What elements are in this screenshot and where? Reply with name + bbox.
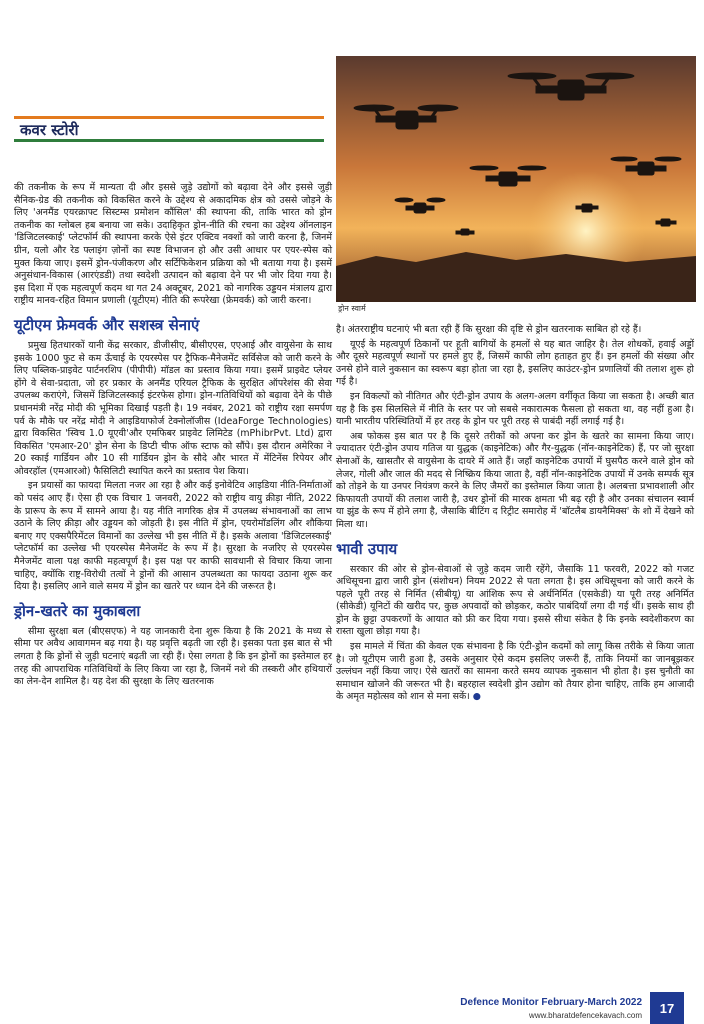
heading-utm-framework: यूटीएम फ्रेमवर्क और सशस्त्र सेनाएं — [14, 315, 200, 334]
right-paragraph-3: इन विकल्पों को नीतिगत और एंटी-ड्रोन उपाय के अलग-अलग वर्गीकृत किया जा सकता है। अच्छी बात यह है कि इस सिलसिले में नीति के स्तर पर जो सबसे नकारात्मक फैसला हो सकता था, वह नहीं हुआ है। यानी भारतीय परिस्थितियों में हर तरह के ड्रोन पर पूरी तरह से पाबंदी नहीं लगाई गई है। — [336, 390, 694, 428]
right-paragraph-2: यूएई के महत्वपूर्ण ठिकानों पर हूती बागियों के हमलों से यह बात जाहिर है। तेल शोधकों, हवाई अड्डों और दूसरे महत्वपूर्ण स्थानों पर हमले हुए हैं, जिसमें काफी लोग हताहत हुए हैं। इन हमलों की संख्या और उनसे होने वाले नुकसान का स्वरूप बड़ा होता जा रहा है, इसलिए काउंटर-ड्रोन प्रणालियों की तलाश शुरू हो गई है। — [336, 338, 694, 388]
heading-drone-threat: ड्रोन-खतरे का मुकाबला — [14, 601, 141, 620]
left-paragraph-3: इन प्रयासों का फायदा मिलता नजर आ रहा है और कई इनोवेटिव आइडिया नीति-निर्माताओं को पसंद आए हैं। ऐसा ही एक विचार 1 जनवरी, 2022 को राष्ट्रीय वायु क्रीड़ा नीति, 2022 के प्रारूप के रूप में सामने आया है। यह नीति नागरिक क्षेत्र में उपलब्ध संभावनाओं का लाभ उठाने के लिए क्रीड़ा और उड्डयन को जोड़ती है। इस नीति में ड्रोन, एयरोमॉडलिंग और शौकिया बनाए गए एक्सपैरिमेंटल विमानों का उल्लेख भी इस नीति में है। इसके अलावा 'डिजिटलस्काई' प्लेटफॉर्म का उल्लेख भी एयरस्पेस मैनेजमेंट के रूप में है। सुरक्षा के नजरिए से एयरस्पेस मैनेजमेंट वाला पक्ष काफी महत्वपूर्ण है। इस पक्ष पर काफी सावधानी से विचार किया जाना चाहिए, क्योंकि राष्ट्र-विरोधी तत्वों ने ड्रोनों की आसान उपलब्धता का फायदा उठाना शुरू कर दिया है। इसलिए आने वाले समय में ड्रोन का खतरे पर ध्यान देने की जरूरत है। — [14, 480, 332, 593]
footer-magazine: Defence Monitor February-March 2022 — [460, 997, 642, 1008]
page-number: 17 — [650, 992, 684, 1024]
left-paragraph-2: प्रमुख हितधारकों यानी केंद्र सरकार, डीजीसीए, बीसीएएस, एएआई और वायुसेना के साथ इसके 1000 फुट से कम ऊँचाई के एयरस्पेस पर ट्रैफिक-मैनेजमेंट सर्विसेज को जारी करने के लिए पब्लिक-प्राइवेट पार्टनरशिप (पीपीपी) मॉडल का प्रस्ताव किया गया। इसमें प्राइवेट प्लेयर होंगे वे सेवा-प्रदाता, जो हर प्रकार के अनमैंड एरियल ट्रैफिक के सुरक्षित ऑपरेशंस की सेवा उपलब्ध कराएंगे, जिसमें डिजिटलस्काई इंटरफेस होगा। ड्रोन-गतिविधियों को बढ़ावा देने के पीछे प्रधानमंत्री नरेंद्र मोदी की भूमिका दिखाई पड़ती है। 19 नवंबर, 2021 को राष्ट्रीय रक्षा समर्पण पर्व के मौके पर नरेंद्र मोदी ने आइडियाफोर्ज टेक्नोलॉजीस (IdeaForge Technologies) द्वारा विकसित 'स्विच 1.0 यूएवी'और एमफिबर प्राइवेट लिमिटेड (mPhibrPvt. Ltd) द्वारा विकसित 'एमआर-20' ड्रोन सेना के डिप्टी चीफ ऑफ स्टाफ को सौंपे। इस दौरान अमेरिका ने 20 स्काई गार्डियन और 10 सी गार्डियन ड्रोन के सौदे और भारत में मेंटिनेंस रिपेयर और ओवरहॉल (एमआरओ) फैसिलिटी स्थापित करने का प्रस्ताव पेश किया। — [14, 339, 332, 477]
drone-swarm-photo — [336, 56, 696, 302]
tag-top-bar — [14, 116, 324, 119]
section-tag-label: कवर स्टोरी — [20, 121, 79, 139]
right-paragraph-5: सरकार की ओर से ड्रोन-सेवाओं से जुड़े कदम जारी रहेंगे, जैसाकि 11 फरवरी, 2022 को गजट अधिसूचना द्वारा जारी ड्रोन (संशोधन) नियम 2022 से पता लगता है। इस अधिसूचना को जारी करने के पहले पूरी तरह से निर्मित (सीबीयू) या आंशिक रूप से अर्धनिर्मित (एसकेडी) या पूरी तरह अनिर्मित (सीकेडी) यूनिटों की खरीद पर, कुछ अपवादों को छोड़कर, कठोर पाबंदियाँ लगा दी गई थीं। इसके साथ ही ड्रोन के छुट्टा उपकरणों के आयात को फ्री कर दिया गया। इससे सीधा संकेत है कि इनके स्वदेशीकरण का रास्ता खुला छोड़ा गया है। — [336, 563, 694, 638]
left-column — [14, 182, 332, 691]
footer-url: www.bharatdefencekavach.com — [529, 1011, 642, 1020]
right-column — [336, 324, 694, 706]
tag-bottom-bar — [14, 139, 324, 142]
heading-future-measures: भावी उपाय — [336, 539, 398, 558]
right-paragraph-4: अब फोकस इस बात पर है कि दूसरे तरीकों को अपना कर ड्रोन के खतरे का सामना किया जाए। ज्यादातर एंटी-ड्रोन उपाय गतिज या युद्धक (काइनेटिक) और गैर-युद्धक (नॉन-काइनेटिक) हैं, पर जो सुरक्षा सेनाओं के, खासतौर से वायुसेना के दायरे में आते हैं। जहाँ काइनेटिक उपायों में घुसपैठ करने वाले ड्रोन को लेजर, गोली और जाल की मदद से निष्क्रिय किया जाता है, वहीं नॉन-काइनेटिक उपायों में उनके सम्पर्क सूत्र को तोड़ने के या उनपर नियंत्रण करने के लिए जैमरों का इस्तेमाल किया जाता है। अलबत्ता प्रभावशाली और किफायती उपायों की तलाश जारी है, उधर ड्रोनों की मारक क्षमता भी बढ़ रही है और उनका संचालन स्वार्म या झुंड के रूप में होने लगा है, जैसाकि बीटिंग द रिट्रीट समारोह में 'बॉटलैब डायनैमिक्स' के शो में देखने को मिला था। — [336, 430, 694, 530]
left-paragraph-1: की तकनीक के रूप में मान्यता दी और इससे जुड़े उद्योगों को बढ़ावा देने और इससे जुड़ी सैनिक-ग्रेड की तकनीक को विकसित करने के उद्देश्य से अकादमिक क्षेत्र को उससे जोड़ने के लिए 'अनमैंड एयरक्राफ्ट सिस्टम्स प्रमोशन कौंसिल' की स्थापना की, ताकि भारत को ड्रोन तकनीक का ग्लोबल हब बनाया जा सके। उदाहिकृत ड्रोन-नीति की रचना का उद्देश्य ऑनलाइन 'डिजिटलस्काई' प्लेटफॉर्म की स्थापना करके ऐसे इंटर एक्टिव नक्शों को जारी करना है, जिनमें ग्रीन, यलो और रेड फ्लाइंग ज़ोनों का स्पष्ट विभाजन हो और उसी आधार पर एयर-स्पेस को मुक्त किया जाए। इसमें ड्रोन-पंजीकरण और सर्टिफिकेशन प्रक्रिया को भी बताया गया है। इसमें अनुसंधान-विकास (आरएंडडी) तथा स्वदेशी उत्पादन को बढ़ावा देने पर भी जोर दिया गया है। इस दिशा में एक महत्वपूर्ण कदम था गत 24 अक्टूबर, 2021 को नागरिक उड्डयन मंत्रालय द्वारा राष्ट्रीय मानव-रहित विमान प्रणाली (यूटीएम) नीति की रूपरेखा (फ्रेमवर्क) को जारी करना। — [14, 182, 332, 307]
right-paragraph-1: है। अंतरराष्ट्रीय घटनाएं भी बता रही हैं कि सुरक्षा की दृष्टि से ड्रोन खतरनाक साबित हो रहे हैं। — [336, 324, 642, 335]
drone-swarm-illustration — [336, 56, 696, 302]
end-mark: ● — [469, 691, 481, 703]
photo-caption: ड्रोन स्वार्म — [338, 304, 366, 313]
right-paragraph-6 — [336, 641, 694, 704]
left-paragraph-4: सीमा सुरक्षा बल (बीएसएफ) ने यह जानकारी देना शुरू किया है कि 2021 के मध्य से सीमा पर अवैध आवागमन बढ़ गया है। यह प्रवृत्ति बढ़ती जा रही है। इसका पता इस बात से भी लगता है कि ड्रोनों से जुड़ी घटनाएं बढ़ती जा रही हैं। ऐसा लगता है कि इन ड्रोनों का इस्तेमाल हर तरह की आपराधिक गतिविधियों के लिए किया जा रहा है, जिनमें नशे की तस्करी और हथियारों का लेन-देन शामिल है। यह देश की सुरक्षा के लिए खतरनाक — [14, 625, 332, 688]
right-paragraph-6-text: इस मामले में चिंता की केवल एक संभावना है कि एंटी-ड्रोन कदमों को लागू किस तरीके से किया जाता है। जो यूटीएम जारी हुआ है, उसके अनुसार ऐसे कदम इसलिए जरूरी हैं, ताकि नियमों का जानबूझकर उल्लंघन नहीं किया जाए। ऐसे खतरों का सामना करते समय व्यापक नुकसान भी होता है। इस चुनौती का समाधान खोजने की जरूरत भी है। बहरहाल स्वदेशी ड्रोन उद्योग को तैयार होना चाहिए, ताकि हम आजादी के अमृत महोत्सव को शान से मना सकें। — [336, 641, 694, 703]
section-tag — [14, 116, 324, 142]
